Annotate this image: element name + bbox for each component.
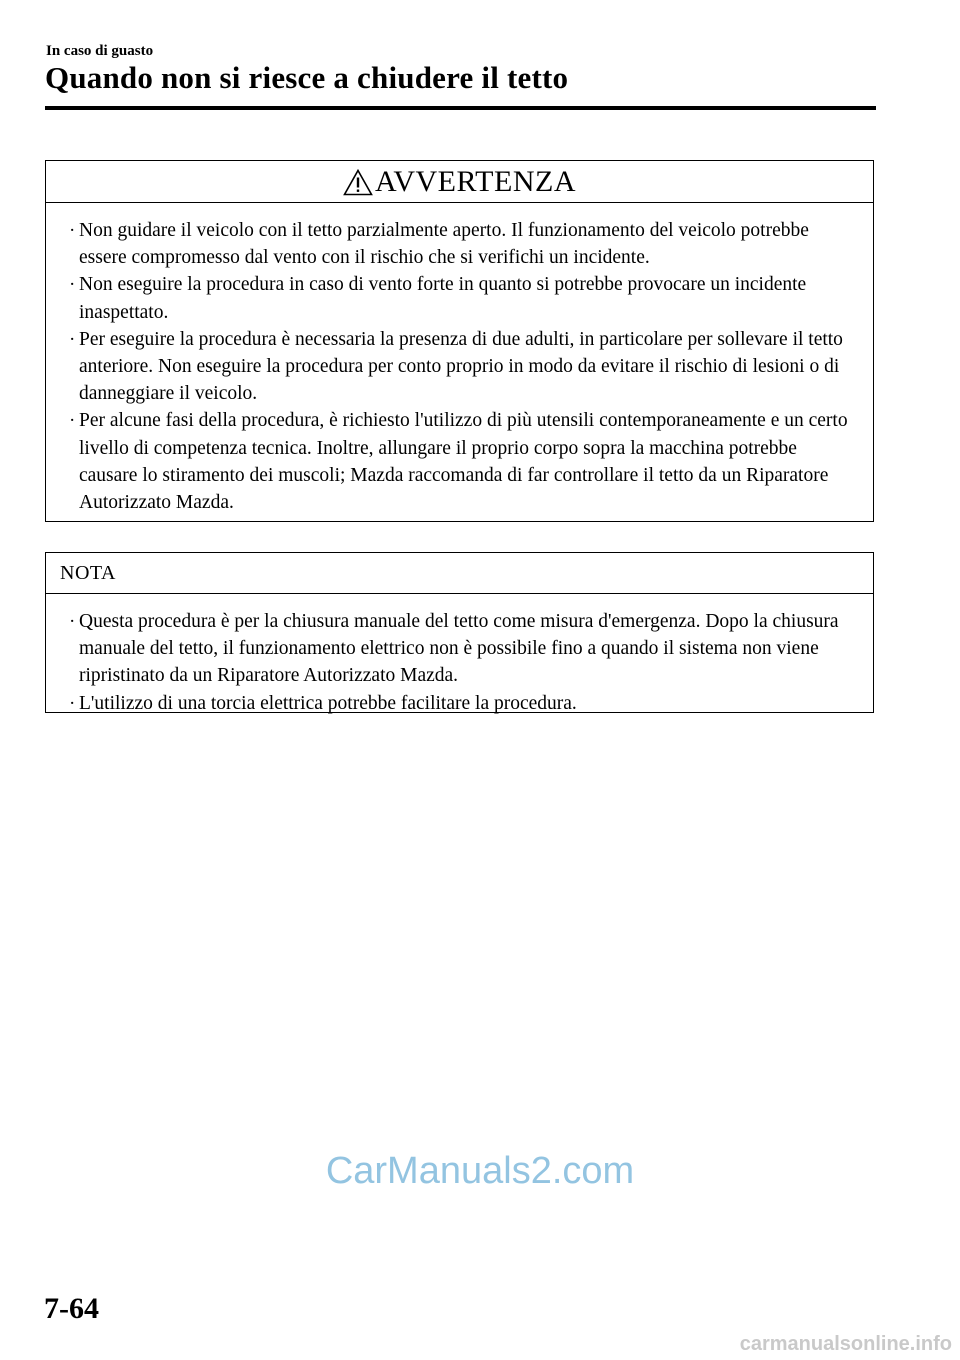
warning-item	[46, 326, 873, 408]
section-label: In caso di guasto	[46, 43, 154, 59]
warning-item-text: Non eseguire la procedura in caso di vento forte in quanto si potrebbe provocare un incidente inaspettato.	[79, 274, 807, 323]
bullet: ·	[69, 220, 76, 241]
note-box	[45, 552, 874, 713]
bullet: ·	[69, 274, 76, 296]
warning-item	[46, 217, 873, 271]
bullet: ·	[69, 410, 76, 432]
note-item	[46, 690, 873, 717]
warning-item-text: Per alcune fasi della procedura, è richiesto l'utilizzo di più utensili contemporaneamente e un certo livello di competenza tecnica. Inoltre, allungare il proprio corpo sopra la macchina potrebbe causare lo stiramento dei muscoli; Mazda raccomanda di far controllare il tetto da un Riparatore Autorizzato Mazda.	[79, 410, 848, 514]
warning-item	[46, 407, 873, 516]
bullet: ·	[69, 611, 76, 632]
warning-item-text: Per eseguire la procedura è necessaria la presenza di due adulti, in particolare per sollevare il tetto anteriore. Non eseguire la procedura per conto proprio in modo da evitare il rischio di lesioni o di danneggiare il veicolo.	[79, 328, 843, 405]
note-title: NOTA	[60, 561, 116, 584]
bullet: ·	[69, 328, 76, 350]
warning-list	[46, 203, 873, 516]
warning-title: AVVERTENZA	[375, 164, 576, 198]
page-title: Quando non si riesce a chiudere il tetto	[45, 60, 569, 95]
page-number: 7-64	[44, 1292, 99, 1325]
note-header	[46, 553, 873, 594]
note-item-text: L'utilizzo di una torcia elettrica potrebbe facilitare la procedura.	[79, 692, 577, 714]
warning-triangle-icon	[343, 169, 373, 196]
footer-site-link[interactable]: carmanualsonline.info	[739, 1333, 952, 1355]
note-item	[46, 608, 873, 690]
note-list	[46, 594, 873, 717]
warning-header	[46, 161, 873, 203]
warning-item	[46, 271, 873, 325]
title-rule	[45, 106, 876, 110]
warning-box	[45, 160, 874, 522]
watermark: CarManuals2.com	[325, 1150, 635, 1192]
bullet: ·	[69, 692, 76, 714]
warning-item-text: Non guidare il veicolo con il tetto parzialmente aperto. Il funzionamento del veicolo potrebbe essere compromesso dal vento con il rischio che si verifichi un incidente.	[79, 220, 809, 269]
note-item-text: Questa procedura è per la chiusura manuale del tetto come misura d'emergenza. Dopo la chiusura manuale del tetto, il funzionamento elettrico non è possibile fino a quando il sistema non viene ripristinato da un Riparatore Autorizzato Mazda.	[79, 611, 839, 687]
